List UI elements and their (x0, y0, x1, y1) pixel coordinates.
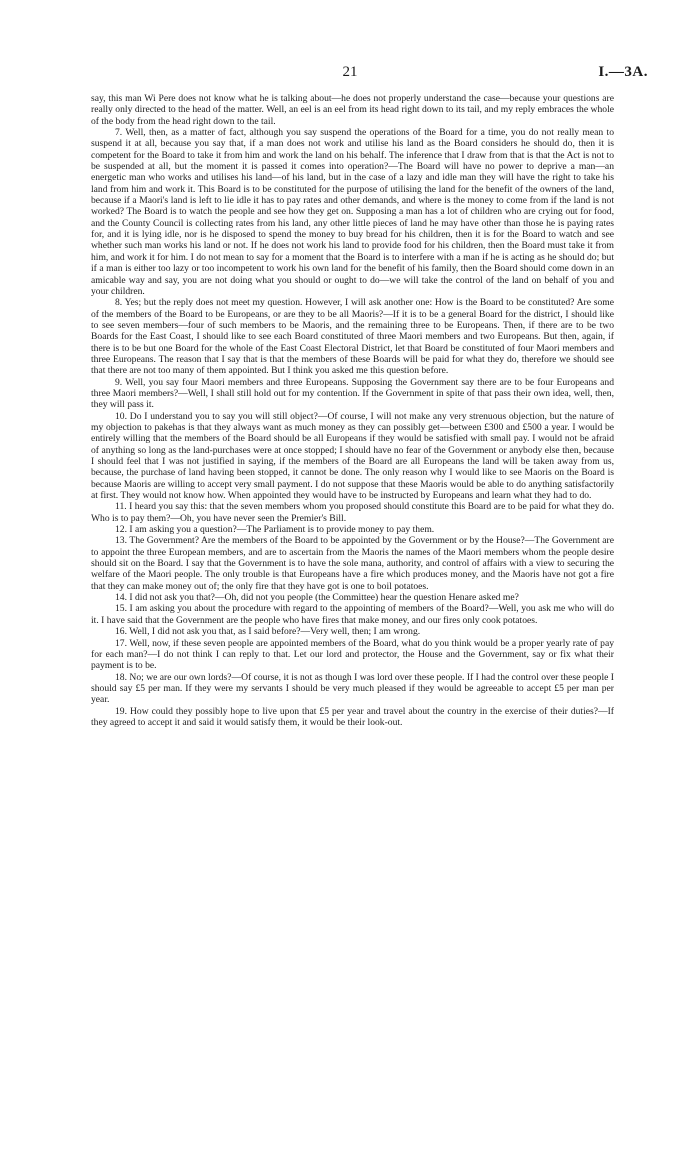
paragraph-13: 13. The Government? Are the members of the Board to be appointed by the Government or by the House?—The Government are to appoint the three European members, and are to ascertain from the Maoris the names of the Maori members whom the people desire should sit on the Board. I say that the Government is to have the sole mana, authority, and control of affairs with a view to securing the welfare of the Maori people. The only trouble is that Europeans have a fire which produces money, and the Maoris have not got a fire that they can make money out of; the only fire that they have got is one to boil potatoes. (91, 535, 614, 592)
paragraph-14: 14. I did not ask you that?—Oh, did not you people (the Committee) hear the question Henare asked me? (115, 592, 519, 604)
paragraph-8: 8. Yes; but the reply does not meet my question. However, I will ask another one: How is the Board to be constituted? Are some of the members of the Board to be Europeans, or are they to be all Maoris?—If it is to be a general Board for the district, I should like to see seven members—four of such members to be Maoris, and the remaining three to be Europeans. Then, if there are to be two Boards for the East Coast, I should like to see each Board constituted of three Maori members and two Europeans. But then, again, if there is to be but one Board for the whole of the East Coast Electoral District, let that Board be constituted of four Maori members and three Europeans. The reason that I say that is that the members of these Boards will be paid for what they do, therefore we should see that there are not too many of them appointed. But I think you asked me this question before. (91, 297, 614, 377)
paragraph-15: 15. I am asking you about the procedure with regard to the appointing of members of the Board?—Well, you ask me who will do it. I have said that the Government are the people who have fires that make money, and our fires only cook potatoes. (91, 603, 614, 626)
document-reference: I.—3A. (598, 64, 648, 80)
paragraph-12: 12. I am asking you a question?—The Parliament is to provide money to pay them. (115, 524, 435, 536)
paragraph-18: 18. No; we are our own lords?—Of course, it is not as though I was lord over these people. If I had the control over these people I should say £5 per man. If they were my servants I should be very much pleased if they would be agreeable to accept £5 per man per year. (91, 671, 614, 706)
body-text (91, 93, 614, 728)
paragraph-19: 19. How could they possibly hope to live upon that £5 per year and travel about the country in the exercise of their duties?—If they agreed to accept it and said it would satisfy them, it would be their look-out. (91, 705, 614, 728)
paragraph-10: 10. Do I understand you to say you will still object?—Of course, I will not make any very strenuous objection, but the nature of my objection to pakehas is that they always want as much money as they can possibly get—between £300 and £500 a year. I would be entirely willing that the members of the Board should be all Europeans if they would be satisfied with small pay. I would not be afraid of anything so long as the land-purchases were at once stopped; I should have no fear of the Government or anybody else then, because I should feel that I was not justified in saying, if the members of the Board are all Europeans the land will be taken away from us, because, the purchase of land having been stopped, it cannot be done. The only reason why I would like to see Maoris on the Board is because Maoris are willing to accept very small payment. I do not suppose that these Maoris would be able to do anything satisfactorily at first. They would not know how. When appointed they would have to be instructed by Europeans and learn what they had to do. (91, 410, 614, 502)
paragraph-7: 7. Well, then, as a matter of fact, although you say suspend the operations of the Board for a time, you do not really mean to suspend it at all, because you say that, if a man does not work and utilise his land as the Board considers he should do, then it is competent for the Board to take it from him and work the land on his behalf. The inference that I draw from that is that the Act is not to be suspended at all, but the moment it is passed it comes into operation?—The Board will have no power to deprive a man—an energetic man who works and utilises his land—of his land, but in the case of a lazy and idle man they will have the right to take his land from him and work it. This Board is to be constituted for the purpose of utilising the land for the benefit of the owners of the land, because if a Maori's land is left to lie idle it has to pay rates and other demands, and where is the money to come from if the land is not worked? The Board is to watch the people and see how they get on. Supposing a man has a lot of children who are crying out for food, and the County Council is collecting rates from his land, any other little pieces of land he may have other than those he is paying rates for, and it is lying idle, nor is he disposed to spend the money to buy bread for his children, then it is for the Board to watch and see whether such man works his land or not. If he does not work his land to provide food for his children, then the Board must take it from him, and work it for him. I do not mean to say for a moment that the Board is to interfere with a man if he is acting as he should do; but if a man is either too lazy or too incompetent to work his own land for the benefit of his family, then the Board should come down in an amicable way and say, you are not doing what you should or ought to do—we will take the control of the land on behalf of you and your children. (91, 127, 614, 297)
paragraph-9: 9. Well, you say four Maori members and three Europeans. Supposing the Government say there are to be four Europeans and three Maori members?—Well, I shall still hold out for my contention. If the Government in spite of that pass their own idea, well, then, they will pass it. (91, 376, 614, 411)
paragraph-17: 17. Well, now, if these seven people are appointed members of the Board, what do you think would be a proper yearly rate of pay for each man?—I do not think I can reply to that. Let our lord and protector, the House and the Government, say or fix what their payment is to be. (91, 637, 614, 672)
paragraph-continuation: say, this man Wi Pere does not know what he is talking about—he does not properly understand the case—because your questions are really only directed to the head of the matter. Well, an eel is an eel from its head right down to its tail, and my reply embraces the whole of the body from the head right down to the tail. (91, 93, 614, 127)
page-number: 21 (342, 64, 358, 80)
page-header (0, 64, 700, 86)
paragraph-16: 16. Well, I did not ask you that, as I said before?—Very well, then; I am wrong. (115, 626, 421, 638)
paragraph-11: 11. I heard you say this: that the seven members whom you proposed should constitute this Board are to be paid for what they do. Who is to pay them?—Oh, you have never seen the Premier's Bill. (91, 501, 614, 524)
